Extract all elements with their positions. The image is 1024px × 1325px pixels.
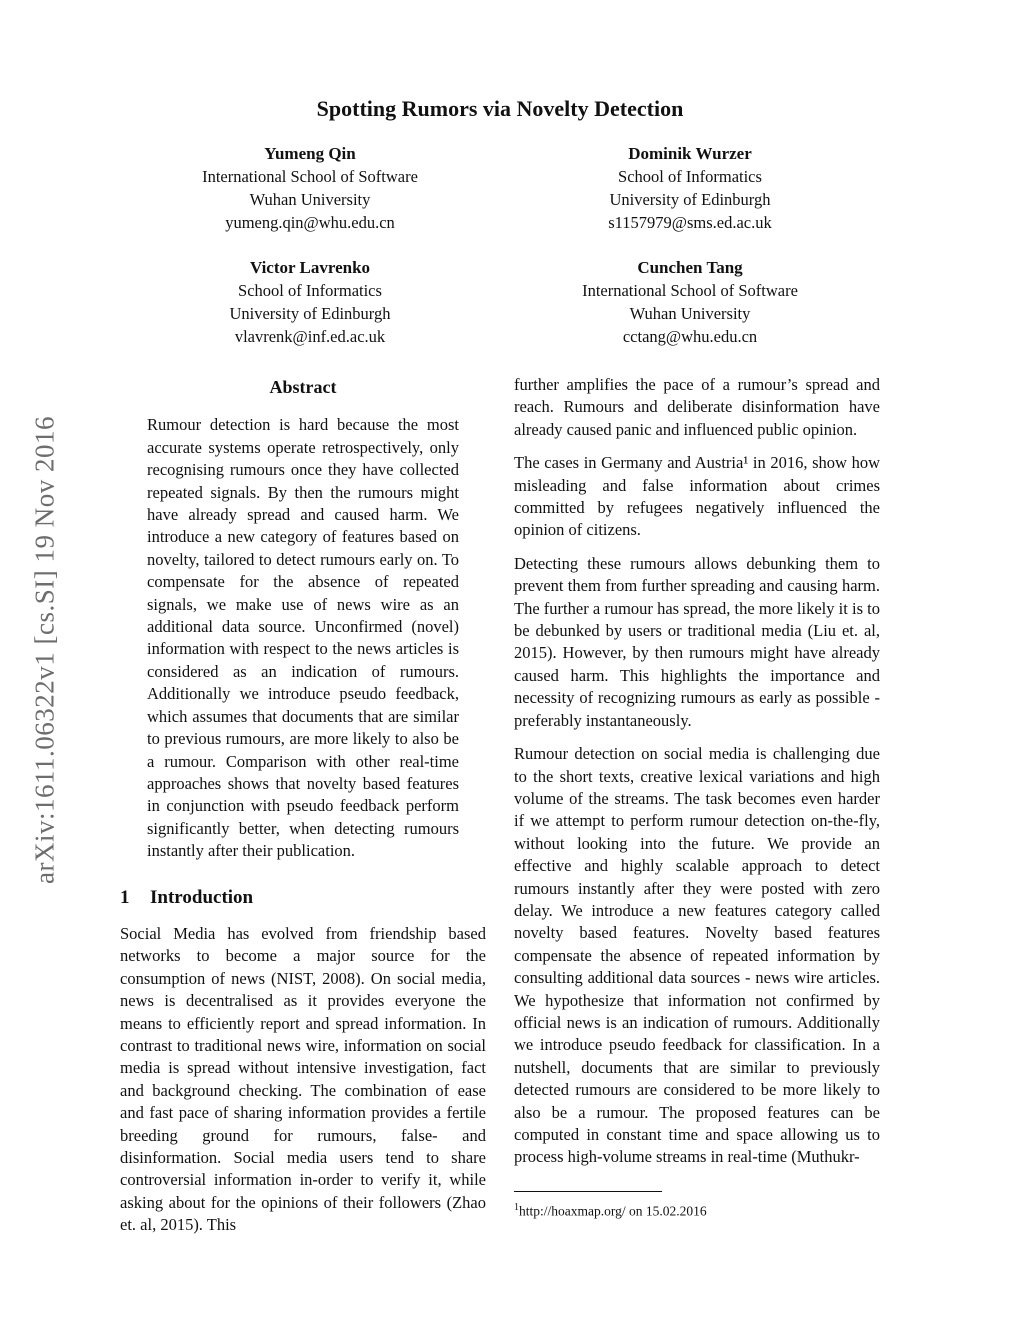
body-paragraph: Rumour detection on social media is challenging due to the short texts, creative lexical variations and high volume of the streams. The task becomes even harder if we attempt to perform rumour detection on-the-fly, without looking into the future. We provide an effective and highly scalable approach to detect rumours instantly after they were posted with zero delay. We introduce a new features category called novelty based features. Novelty based features compensate the absence of repeated information by consulting additional data sources - news wire articles. We hypothesize that information not confirmed by official news is an indication of rumours. Additionally we introduce pseudo feedback for classification. In a nutshell, documents that are similar to previously detected rumours are considered to be more likely to also be a rumour. The proposed features can be computed in constant time and space allowing us to process high-volume streams in real-time (Muthukr- [514,744,880,1167]
footnote-area [514,1191,880,1221]
author-block-dominik-wurzer [500,142,880,234]
section-title: Introduction [150,886,254,908]
author-affiliation: Wuhan University [629,304,751,323]
introduction-paragraph: Social Media has evolved from friendship based networks to become a major source for the consumption of news (NIST, 2008). On social media, news is decentralised as it provides everyone the means to efficiently report and spread information. In contrast to traditional news wire, information on social media is spread without intensive investigation, fact and background checking. The combination of ease and fast pace of sharing information provides a fertile breeding ground for rumours, false- and disinformation. Social media users tend to share controversial information in-order to verify it, while asking about for the opinions of their followers (Zhao et. al, 2015). This [120,923,486,1235]
footnote-url: http://hoaxmap.org/ on 15.02.2016 [519,1203,707,1219]
paper-title: Spotting Rumors via Novelty Detection [316,96,684,121]
author-affiliation: Wuhan University [249,190,371,209]
author-affiliation: University of Edinburgh [609,190,771,209]
abstract-heading: Abstract [269,377,337,397]
author-affiliation: School of Informatics [238,281,382,300]
arxiv-watermark: arXiv:1611.06322v1 [cs.SI] 19 Nov 2016 [29,416,60,884]
authors-grid [120,142,880,348]
author-affiliation: University of Edinburgh [229,304,391,323]
body-paragraph: Detecting these rumours allows debunking them to prevent them from further spreading and causing harm. The further a rumour has spread, the more likely it is to be debunked by users or traditional media (Liu et. al, 2015). However, by then rumours might have already caused harm. This highlights the importance and necessity of recognizing rumours as early as possible - preferably instantaneously. [514,553,880,730]
author-block-yumeng-qin [120,142,500,234]
author-affiliation: School of Informatics [618,167,762,186]
footnote [514,1199,880,1221]
author-name: Victor Lavrenko [249,258,371,277]
section-heading-introduction [120,887,486,909]
author-email: yumeng.qin@whu.edu.cn [225,213,395,232]
author-affiliation: International School of Software [582,281,798,300]
author-name: Cunchen Tang [637,258,743,277]
author-email: cctang@whu.edu.cn [622,327,758,346]
author-name: Yumeng Qin [264,144,356,163]
author-email: vlavrenk@inf.ed.ac.uk [234,327,386,346]
body-paragraph: The cases in Germany and Austria¹ in 2016, show how misleading and false information about crimes committed by refugees negatively influenced the opinion of citizens. [514,453,880,540]
paper-content [120,96,880,1248]
right-column [514,374,880,1220]
author-affiliation: International School of Software [202,167,418,186]
author-block-victor-lavrenko [120,256,500,348]
footnote-rule [514,1191,662,1192]
abstract-paragraph: Rumour detection is hard because the most accurate systems operate retrospectively, only recognising rumours once they have collected repeated signals. By then the rumours might have already spread and caused harm. We introduce a new category of features based on novelty, tailored to detect rumours early on. To compensate for the absence of repeated signals, we make use of news wire as an additional data source. Unconfirmed (novel) information with respect to the news articles is considered as an indication of rumours. Additionally we introduce pseudo feedback, which assumes that documents that are similar to previous rumours, are more likely to also be a rumour. Comparison with other real-time approaches shows that novelty based features in conjunction with pseudo feedback perform significantly better, when detecting rumours instantly after their publication. [147,415,459,861]
author-block-cunchen-tang [500,256,880,348]
section-number: 1 [120,886,130,908]
author-name: Dominik Wurzer [628,144,752,163]
two-column-body [120,374,880,1248]
author-email: s1157979@sms.ed.ac.uk [608,213,772,232]
left-column [120,374,486,1248]
body-paragraph: further amplifies the pace of a rumour’s spread and reach. Rumours and deliberate disinformation have already caused panic and influenced public opinion. [514,375,880,439]
footnote-marker: 1 [514,1201,519,1213]
